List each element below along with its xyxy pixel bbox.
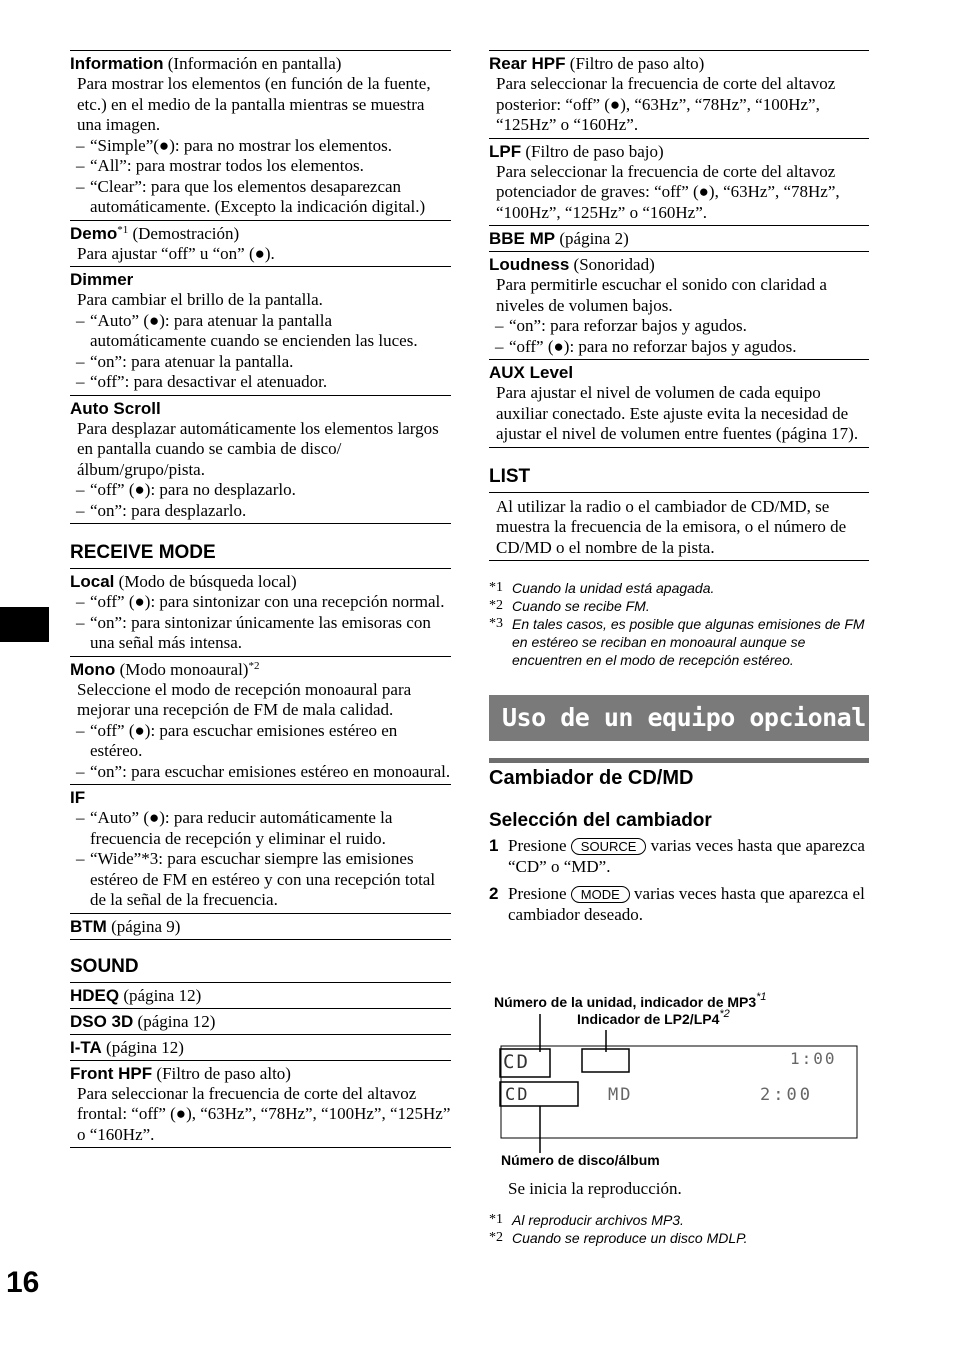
right-column — [489, 50, 869, 925]
aux-level-entry — [489, 359, 869, 448]
section-heading: SOUND — [70, 955, 139, 977]
entry-desc: Para ajustar el nivel de volumen de cada equipo auxiliar conectado. Este ajuste evita la necesidad de ajustar el nivel de volumen entre fuentes (página 17). — [496, 383, 859, 443]
entry-paren: (Modo monoaural) — [119, 659, 249, 679]
information-entry — [70, 50, 451, 220]
list-item: – “off” (●): para no desplazarlo. — [76, 480, 296, 499]
entry-paren: (página 2) — [559, 229, 629, 248]
entry-paren: (página 9) — [111, 916, 181, 936]
auto-scroll-entry — [70, 395, 451, 525]
list-item: – “off” (●): para escuchar emisiones estéreo en estéreo. — [76, 720, 398, 760]
list-entry — [489, 492, 869, 562]
entry-desc: Seleccione el modo de recepción monoaural para mejorar una recepción de FM de mala calidad. — [77, 679, 412, 719]
btm-entry — [70, 913, 451, 940]
entry-desc: Para permitirle escuchar el sonido con claridad a niveles de volumen bajos. — [496, 275, 827, 315]
step-2: 2 Presione MODE varias veces hasta que aparezca el cambiador deseado. — [489, 884, 865, 924]
demo-entry — [70, 220, 451, 267]
hdeq-entry — [70, 982, 451, 1008]
subsection-title: Cambiador de CD/MD — [489, 767, 694, 789]
bbe-entry — [489, 225, 869, 251]
entry-title: BTM — [70, 916, 107, 936]
entry-desc: Para ajustar “off” u “on” (●). — [77, 243, 275, 263]
list-item: – “All”: para mostrar todos los elementos. — [76, 156, 364, 175]
source-key: SOURCE — [571, 838, 647, 855]
list-item: – “on”: para reforzar bajos y agudos. — [495, 316, 747, 335]
list-item: – “off” (●): para sintonizar con una recepción normal. — [76, 592, 445, 611]
entry-paren: (Sonoridad) — [573, 255, 655, 274]
entry-title: AUX Level — [489, 363, 574, 382]
footnote: *3 En tales casos, es posible que algunas emisiones de FM en estéreo se reciban en monoaural aunque se encuentren en el modo de recepción estéreo. — [489, 616, 865, 668]
entry-paren: (Demostración) — [132, 223, 240, 243]
section-tab-marker — [0, 607, 49, 642]
footnote: *1 Al reproducir archivos MP3. — [489, 1212, 684, 1228]
rear-hpf-entry — [489, 50, 869, 138]
section-heading: RECEIVE MODE — [70, 542, 216, 563]
entry-title: BBE MP — [489, 229, 556, 248]
entry-title: DSO 3D — [70, 1011, 134, 1031]
entry-title: Local — [70, 572, 115, 591]
entry-desc: Para seleccionar la frecuencia de corte del altavoz potenciador de graves: “off” (●), “63Hz”, “78Hz”, “100Hz”, “125Hz” o “160Hz”. — [496, 161, 840, 222]
page-number: 16 — [6, 1266, 40, 1299]
dso3d-entry — [70, 1008, 451, 1034]
loudness-entry — [489, 251, 869, 359]
entry-title: Auto Scroll — [70, 398, 161, 418]
entry-desc: Al utilizar la radio o el cambiador de CD/MD, se muestra la frecuencia de la emisora, o el número de CD/MD o el nombre de la pista. — [496, 496, 847, 557]
entry-paren: (página 12) — [123, 985, 202, 1005]
lcd-middle: MD — [608, 1085, 633, 1105]
entry-paren: (página 12) — [106, 1037, 184, 1057]
list-item: – “Auto” (●): para reducir automáticamente la frecuencia de recepción y eliminar el ruido. — [76, 808, 393, 848]
list-item: – “off”: para desactivar el atenuador. — [76, 372, 328, 391]
list-item: – “Wide”*3: para escuchar siempre las emisiones estéreo de FM en estéreo y con una recepción total de la señal de la frecuencia. — [76, 849, 436, 909]
list-item: – “on”: para sintonizar únicamente las emisoras con una señal más intensa. — [76, 612, 431, 652]
lcd-top-right: 1:00 — [790, 1049, 837, 1068]
list-item: – “off” (●): para no reforzar bajos y agudos. — [495, 336, 797, 356]
section-heading: LIST — [489, 465, 531, 487]
procedure-title: Selección del cambiador — [489, 810, 712, 831]
footnote: *1 Cuando la unidad está apagada. — [489, 580, 715, 596]
label-lp-indicator: Indicador de LP2/LP4$^{*2}$ — [577, 1008, 730, 1027]
local-entry — [70, 568, 451, 656]
entry-desc: Para seleccionar la frecuencia de corte del altavoz posterior: “off” (●), “63Hz”, “78Hz”, “100Hz”, “125Hz” o “160Hz”. — [496, 74, 836, 134]
entry-title: Mono — [70, 659, 116, 679]
entry-title: Rear HPF — [489, 54, 566, 73]
dimmer-entry — [70, 266, 451, 395]
mono-entry — [70, 656, 451, 785]
playback-start-text: Se inicia la reproducción. — [508, 1179, 682, 1198]
footnote: *2 Cuando se reproduce un disco MDLP. — [489, 1230, 748, 1246]
list-item: – “on”: para escuchar emisiones estéreo en monoaural. — [76, 761, 451, 781]
footnotes — [489, 579, 869, 669]
entry-paren: (Filtro de paso alto) — [156, 1063, 291, 1083]
entry-desc: Para mostrar los elementos (en función de la fuente, etc.) en el medio de la pantalla mientras se muestra una imagen. — [77, 74, 431, 134]
list-item: – “on”: para atenuar la pantalla. — [76, 351, 294, 371]
list-item: – “Clear”: para que los elementos desaparezcan automáticamente. (Excepto la indicación digital.) — [76, 176, 426, 216]
entry-title: Dimmer — [70, 270, 134, 289]
entry-paren: (Filtro de paso bajo) — [525, 141, 664, 161]
subsection — [489, 758, 869, 790]
label-unit-number: Número de la unidad, indicador de MP3$^{*1}$ — [494, 991, 767, 1010]
front-hpf-entry — [70, 1060, 451, 1149]
entry-desc: Para seleccionar la frecuencia de corte del altavoz frontal: “off” (●), “63Hz”, “78Hz”, “100Hz”, “125Hz” o “160Hz”. — [77, 1083, 451, 1144]
footnote-ref: *2 — [248, 659, 260, 672]
entry-title: I-TA — [70, 1037, 102, 1057]
left-column — [70, 50, 451, 1148]
label-disc-number: Número de disco/álbum — [501, 1152, 660, 1168]
entry-title: LPF — [489, 141, 522, 161]
ita-entry — [70, 1034, 451, 1060]
entry-paren: (Filtro de paso alto) — [569, 54, 705, 73]
list-item: – “on”: para desplazarlo. — [76, 500, 247, 520]
list-item: – “Simple”(●): para no mostrar los elementos. — [76, 135, 393, 155]
lcd-bottom-right: 2:00 — [760, 1085, 813, 1105]
entry-title: Demo — [70, 223, 118, 243]
entry-title: IF — [70, 788, 86, 807]
list-item: – “Auto” (●): para atenuar la pantalla automáticamente cuando se encienden las luces. — [76, 310, 418, 350]
entry-title: HDEQ — [70, 985, 120, 1005]
footnotes-2 — [489, 1211, 869, 1247]
chapter-banner: Uso de un equipo opcional — [489, 695, 869, 741]
entry-title: Information — [70, 54, 164, 73]
if-entry — [70, 784, 451, 913]
lcd-bottom-left: CD — [505, 1085, 530, 1105]
entry-title: Loudness — [489, 255, 570, 274]
entry-desc: Para desplazar automáticamente los elementos largos en pantalla cuando se cambia de disco/álbum/grupo/pista. — [77, 418, 439, 479]
footnote-ref: *1 — [117, 223, 129, 236]
entry-paren: (Información en pantalla) — [167, 54, 342, 73]
footnote: *2 Cuando se recibe FM. — [489, 598, 650, 614]
lcd-top-left: CD — [503, 1051, 530, 1073]
entry-desc: Para cambiar el brillo de la pantalla. — [77, 290, 323, 309]
mode-key: MODE — [571, 886, 630, 903]
entry-title: Front HPF — [70, 1063, 153, 1083]
lpf-entry — [489, 138, 869, 226]
entry-paren: (página 12) — [137, 1011, 216, 1031]
step-1: 1 Presione SOURCE varias veces hasta que aparezca “CD” o “MD”. — [489, 836, 865, 876]
entry-paren: (Modo de búsqueda local) — [118, 572, 297, 591]
